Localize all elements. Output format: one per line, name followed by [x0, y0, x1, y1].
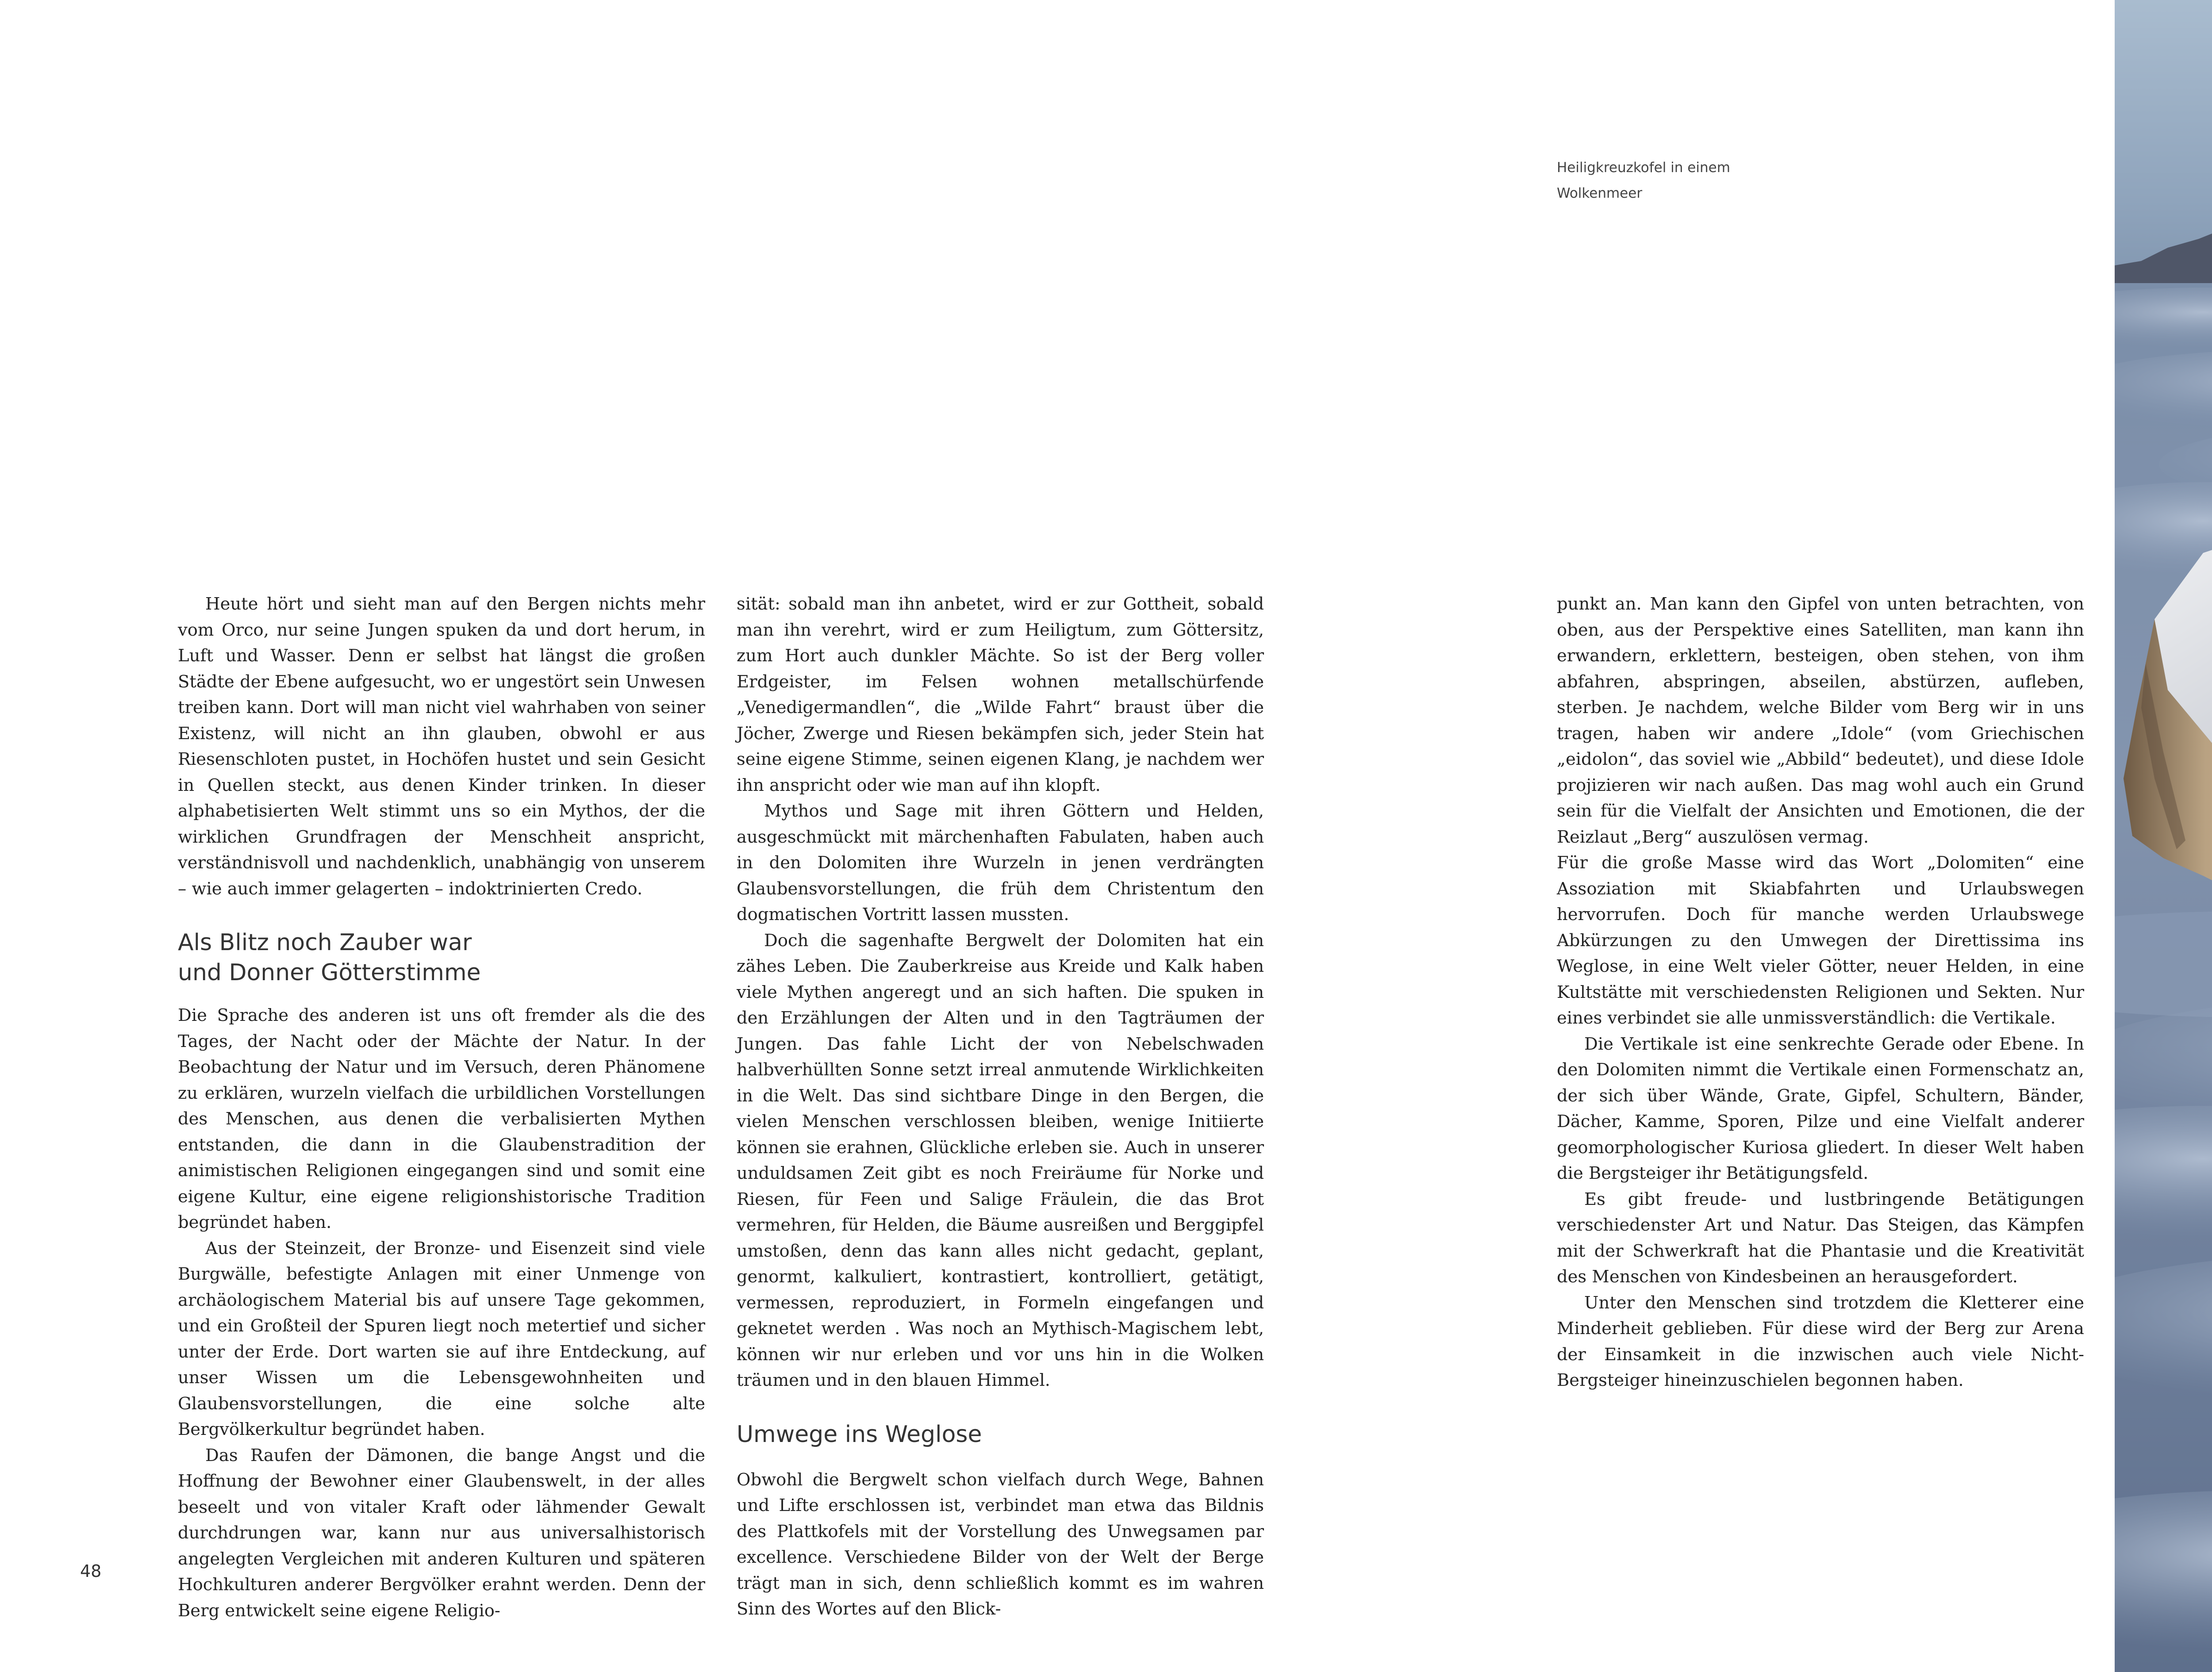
paragraph: Die Sprache des anderen ist uns oft fremder als die des Tages, der Nacht oder der Mächte der Natur. In der Beobachtung der Natur und im Versuch, deren Phänomene zu erklären, wurzeln vielfach die urbildlichen Vorstellungen des Menschen, aus denen die verbalisierten Mythen entstanden, die dann in die Glaubenstradition der animistischen Religionen eingegangen sind und somit eine eigene Kultur, eine eigene religionshistorische Tradition begründet haben. — [178, 1005, 705, 1232]
photo-caption — [1557, 155, 1730, 206]
paragraph: Obwohl die Bergwelt schon vielfach durch Wege, Bahnen und Lifte erschlossen ist, verbindet man etwa das Bildnis des Plattkofels mit der Vorstellung des Unwegsamen par excellence. Verschiedene Bilder von der Welt der Berge trägt man in sich, denn schließlich kommt es im wahren Sinn des Wortes auf den Blick- — [737, 1469, 1264, 1619]
section-heading-blitz — [178, 928, 705, 988]
heading-line-2: und Donner Götterstimme — [178, 959, 481, 986]
paragraph: Für die große Masse wird das Wort „Dolomiten“ eine Assoziation mit Skiabfahrten und Urlaubswegen hervorrufen. Doch für manche werden Urlaubswege Abkürzungen zu den Umwegen der Direttissima ins Weglose, in eine Welt vieler Götter, neuer Helden, in eine Kultstätte mit verschiedensten Religionen und Sekten. Nur eines verbindet sie alle unmissverständlich: die Vertikale. — [1557, 853, 2084, 1028]
paragraph: Es gibt freude- und lustbringende Betätigungen verschiedenster Art und Natur. Das Steigen, das Kämpfen mit der Schwerkraft hat die Phantasie und die Kreativität des Menschen von Kindesbeinen an herausgefordert. — [1557, 1189, 2084, 1287]
paragraph: sität: sobald man ihn anbetet, wird er zur Gottheit, sobald man ihn verehrt, wird er zum Heiligtum, zum Göttersitz, zum Hort auch dunkler Mächte. So ist der Berg voller Erdgeister, im Felsen wohnen metallschürfende „Venedigermandlen“, die „Wilde Fahrt“ braust über die Jöcher, Zwerge und Riesen bekämpfen sich, jeder Stein hat seine eigene Stimme, seinen eigenen Klang, je nachdem wer ihn anspricht oder wie man auf ihn klopft. — [737, 594, 1264, 795]
paragraph: punkt an. Man kann den Gipfel von unten betrachten, von oben, aus der Perspektive eines Satelliten, man kann ihn erwandern, erklettern, besteigen, oben stehen, von ihm abfahren, abspringen, abseilen, abstürzen, aufleben, sterben. Je nachdem, welche Bilder vom Berg wir in uns tragen, haben wir andere „Idole“ (vom Griechischen „eidolon“, das soviel wie „Abbild“ bedeutet), und diese Idole projizieren wir nach außen. Das mag wohl auch ein Grund sein für die Vielfalt der Ansichten und Emotionen, die der Reizlaut „Berg“ auszulösen vermag. — [1557, 594, 2084, 847]
paragraph: Doch die sagenhafte Bergwelt der Dolomiten hat ein zähes Leben. Die Zauberkreise aus Kreide und Kalk haben viele Mythen angeregt und an sich haften. Die spuken in den Erzählungen der Alten und in den Tagträumen der Jungen. Das fahle Licht der von Nebelschwaden halbverhüllten Sonne setzt irreal anmutende Wirklichkeiten in die Welt. Das sind sichtbare Dinge in den Bergen, die vielen Menschen verschlossen bleiben, wenige Initiierte können sie erahnen, Glückliche erleben sie. Auch in unserer unduldsamen Zeit gibt es noch Freiräume für Norke und Riesen, für Feen und Salige Fräulein, die das Brot vermehren, für Helden, die Bäume ausreißen und Berggipfel umstoßen, denn das kann alles nicht gedacht, geplant, genormt, kalkuliert, kontrastiert, kontrolliert, getätigt, vermessen, reproduziert, in Formeln eingefangen und geknetet werden . Was noch an Mythisch-Magischem lebt, können wir nur erleben und vor uns hin in die Wolken träumen und in den blauen Himmel. — [737, 930, 1264, 1390]
section-heading-umwege: Umwege ins Weglose — [737, 1421, 982, 1448]
caption-line-1: Heiligkreuzkofel in einem — [1557, 160, 1730, 176]
paragraph: Unter den Menschen sind trotzdem die Kletterer eine Minderheit geblieben. Für diese wird der Berg zur Arena der Einsamkeit in die inzwischen auch viele Nicht-Bergsteiger hineinzuschielen begonnen haben. — [1557, 1292, 2084, 1390]
paragraph: Aus der Steinzeit, der Bronze- und Eisenzeit sind viele Burgwälle, befestigte Anlagen mit einer Unmenge von archäologischem Material bis auf unsere Tage gekommen, und ein Großteil der Spuren liegt noch metertief und sicher unter der Erde. Dort warten sie auf ihre Entdeckung, auf unser Wissen um die Lebensgewohnheiten und Glaubensvorstellungen, die eine solche alte Bergvölkerkultur begründet haben. — [178, 1238, 705, 1439]
paragraph: Mythos und Sage mit ihren Göttern und Helden, ausgeschmückt mit märchenhaften Fabulaten, haben auch in den Dolomiten ihre Wurzeln in jenen verdrängten Glaubensvorstellungen, die früh dem Christentum den dogmatischen Vortritt lassen mussten. — [737, 801, 1264, 924]
mountain-photo — [2115, 0, 2212, 1672]
text-column-3 — [1557, 591, 2084, 1394]
paragraph: Das Raufen der Dämonen, die bange Angst und die Hoffnung der Bewohner einer Glaubenswelt, in der alles beseelt und von vitaler Kraft oder lähmender Gewalt durchdrungen war, kann nur aus universalhistorisch angelegten Vergleichen mit anderen Kulturen und späteren Hochkulturen anderer Bergvölker erahnt werden. Denn der Berg entwickelt seine eigene Religio- — [178, 1445, 705, 1621]
text-column-2 — [737, 591, 1264, 1622]
mountain-photo-drawing — [2115, 0, 2212, 1672]
paragraph: Heute hört und sieht man auf den Bergen nichts mehr vom Orco, nur seine Jungen spuken da und dort herum, in Luft und Wasser. Denn er selbst hat längst die großen Städte der Ebene aufgesucht, wo er ungestört sein Unwesen treiben kann. Dort will man nicht viel wahrhaben von seiner Existenz, will nicht an ihn glauben, obwohl er aus Riesenschloten pustet, in Hochöfen hustet und sein Gesicht in Quellen steckt, aus denen Kinder trinken. In dieser alphabetisierten Welt stimmt uns so ein Mythos, der die wirklichen Grundfragen der Menschheit anspricht, verständnisvoll und nachdenklich, unabhängig von unserem – wie auch immer gelagerten – indoktrinierten Credo. — [178, 594, 705, 899]
text-column-1 — [178, 591, 705, 1624]
caption-line-2: Wolkenmeer — [1557, 185, 1643, 201]
page-number: 48 — [80, 1561, 102, 1581]
heading-line-1: Als Blitz noch Zauber war — [178, 929, 472, 956]
paragraph: Die Vertikale ist eine senkrechte Gerade oder Ebene. In den Dolomiten nimmt die Vertikale einen Formenschatz an, der sich über Wände, Grate, Gipfel, Schultern, Bänder, Dächer, Kamme, Sporen, Pilze und eine Vielfalt anderer geomorphologischer Kuriosa gliedert. In dieser Welt haben die Bergsteiger ihr Betätigungsfeld. — [1557, 1034, 2084, 1183]
